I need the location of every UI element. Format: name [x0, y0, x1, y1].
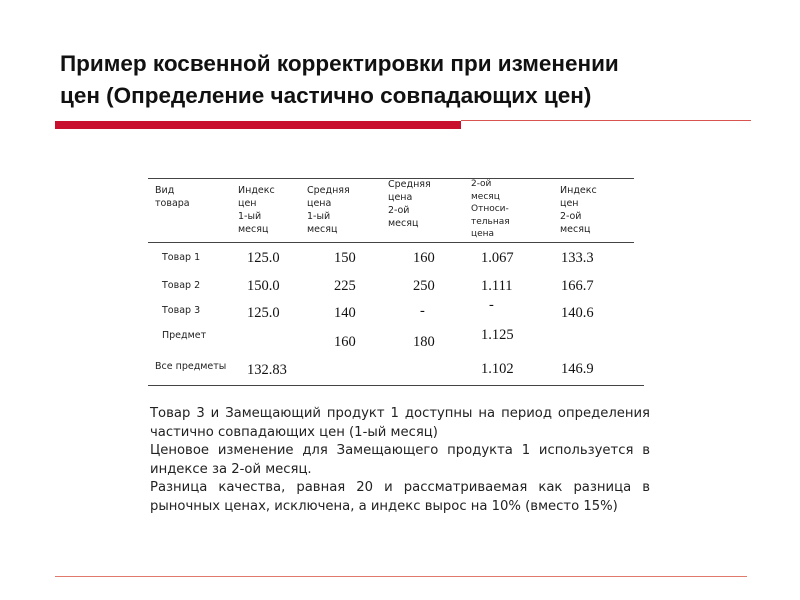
cell-avg2-item1: 160	[413, 250, 435, 266]
cell-rel-item1: 1.067	[481, 250, 514, 266]
cell-index1-item3: 125.0	[247, 305, 280, 321]
title-line-1: Пример косвенной корректировки при изменении	[60, 51, 619, 76]
cell-rel-all: 1.102	[481, 361, 514, 377]
header-avg-month1: Средняя цена 1-ый месяц	[307, 185, 350, 235]
title-line-2: цен (Определение частично совпадающих цен)	[60, 83, 592, 108]
row-label-item1: Товар 1	[162, 252, 201, 263]
title-accent-rule	[461, 120, 751, 121]
cell-index2-item1: 133.3	[561, 250, 594, 266]
cell-avg2-substitute: 180	[413, 334, 435, 350]
cell-avg2-item2: 250	[413, 278, 435, 294]
note-paragraph-1: Товар 3 и Замещающий продукт 1 доступны на период определения частично совпадающих цен (1-ый месяц)	[150, 406, 650, 440]
cell-avg1-item2: 225	[334, 278, 356, 294]
cell-avg1-item3: 140	[334, 305, 356, 321]
header-item-type: Вид товара	[155, 185, 190, 209]
cell-rel-item3: -	[489, 297, 494, 313]
cell-avg2-item3: -	[420, 303, 425, 319]
note-paragraph-2: Ценовое изменение для Замещающего продукта 1 используется в индексе за 2-ой месяц.	[150, 443, 650, 477]
footer-rule	[55, 576, 747, 577]
note-paragraph-3: Разница качества, равная 20 и рассматриваемая как разница в рыночных ценах, исключена, а индекс вырос на 10% (вместо 15%)	[150, 480, 650, 514]
cell-index1-item2: 150.0	[247, 278, 280, 294]
cell-index2-item2: 166.7	[561, 278, 594, 294]
cell-rel-item2: 1.111	[481, 278, 513, 294]
header-avg-month2: Средняя цена 2-ой месяц	[388, 179, 431, 229]
cell-avg1-substitute: 160	[334, 334, 356, 350]
header-relative-price: 2-ой месяц Относи- тельная цена	[471, 179, 510, 239]
cell-index2-all: 146.9	[561, 361, 594, 377]
row-label-substitute: Предмет	[162, 330, 207, 341]
cell-index2-item3: 140.6	[561, 305, 594, 321]
row-label-item3: Товар 3	[162, 305, 201, 316]
header-index-month1: Индекс цен 1-ый месяц	[238, 185, 275, 235]
slide-title	[60, 48, 760, 112]
row-label-item2: Товар 2	[162, 280, 201, 291]
cell-rel-substitute: 1.125	[481, 327, 514, 343]
table-bottom-rule	[148, 385, 644, 386]
cell-index1-all: 132.83	[247, 362, 287, 378]
cell-avg1-item1: 150	[334, 250, 356, 266]
cell-index1-item1: 125.0	[247, 250, 280, 266]
explanation-text	[150, 405, 650, 517]
title-accent-bar	[55, 121, 461, 129]
header-index-month2: Индекс цен 2-ой месяц	[560, 185, 597, 235]
row-label-all-items: Все предметы	[155, 361, 227, 372]
table-header-rule	[148, 242, 634, 243]
